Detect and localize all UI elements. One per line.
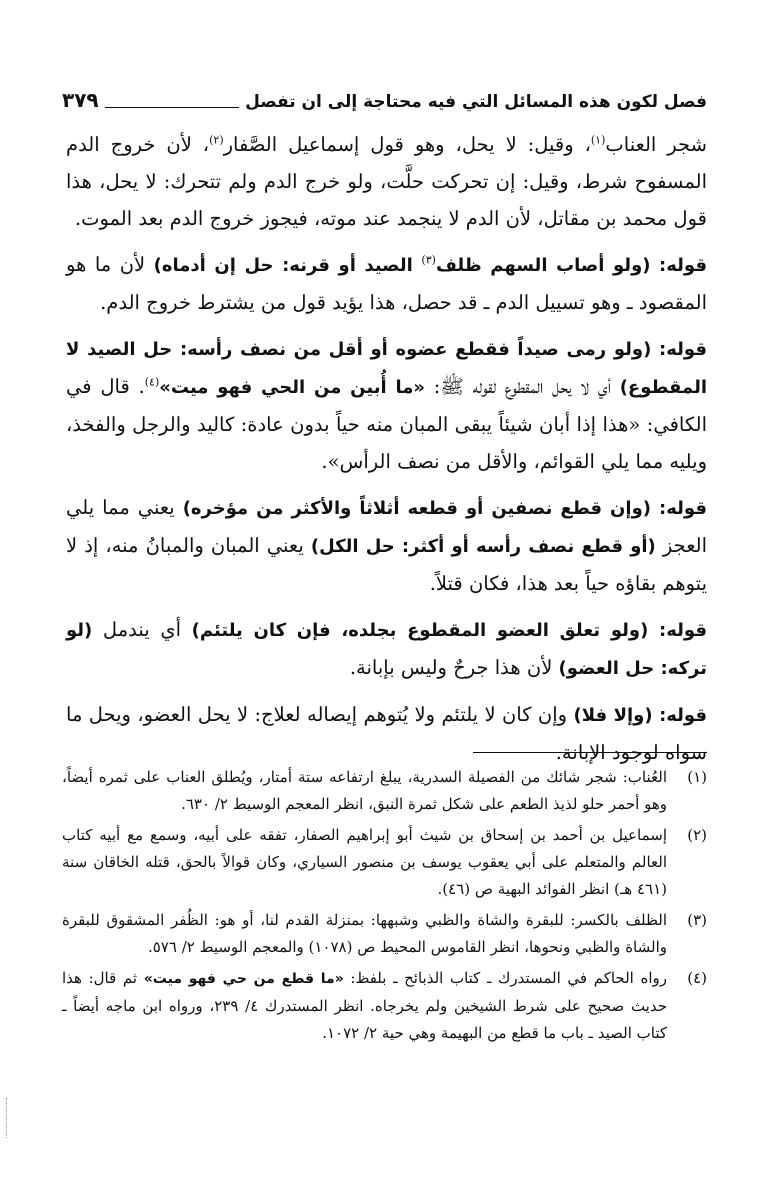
footnote-ref-3[interactable]: (٣) [421,253,436,267]
hadith-quote: «ما أُبين من الحي فهو ميت» [159,377,426,398]
matn-quote-cont: (أو قطع نصف رأسه أو أكثر: حل الكل) [310,536,656,557]
footnotes [62,764,707,1051]
margin-mark [6,1098,10,1138]
footnote-text-a: رواه الحاكم في المستدرك ـ كتاب الذبائح ـ بلفظ: [343,969,668,987]
qawl-label: قوله: [659,620,707,641]
paragraph-3 [66,330,707,480]
footnote-ref-4[interactable]: (٤) [144,375,160,389]
footnote-text: إسماعيل بن أحمد بن إسحاق بن شيث أبو إبراهيم الصفار، تفقه على أبيه، وسمع مع أبيه كتاب العالم والمتعلم على أبي يعقوب يوسف بن منصور السياري، وكان قوالاً بالحق، قتله الخاقان سنة (٤٦١ هـ) انظر الفوائد البهية ص (٤٦). [62,826,667,898]
header-title: فصل لكون هذه المسائل التي فيه محتاجة إلى ان تفصل [245,92,707,112]
footnote-separator [473,752,707,753]
paragraph-6 [66,696,707,771]
paragraph-2 [66,246,707,321]
paragraph-2-text: لأن ما هو المقصود ـ وهو تسييل الدم ـ قد حصل، هذا يؤيد قول من يشترط خروج الدم. [66,253,707,314]
paragraph-1-text-c: ، لأن خروج الدم المسفوح شرط، وقيل: إن تحركت حلَّت، ولو خرج الدم ولم تتحرك: لا يحل، هذا قول محمد بن مقاتل، لأن الدم لا ينجمد عند موته، فيجوز خروج الدم بعد الموت. [66,133,707,230]
footnote-1 [62,764,707,818]
paragraph-3-text-a: أي لا يحل المقطوع لقوله ﷺ: [425,375,620,398]
matn-quote: (وإن قطع نصفين أو قطعه أثلاثاً والأكثر من مؤخره) [182,498,660,519]
matn-quote-cont: (لو تركه: حل العضو) [66,620,707,679]
paragraph-5-text-a: أي يندمل [92,618,192,641]
running-header [62,82,707,112]
header-rule [105,107,239,108]
qawl-label: قوله: [659,705,708,726]
paragraph-4 [66,489,707,602]
footnote-number: (٤) [687,969,707,987]
matn-quote: (ولو رمى صيداً فقطع عضوه أو أقل من نصف رأسه: حل الصيد لا المقطوع) [66,339,707,398]
paragraph-6-text: وإن كان لا يلتئم ولا يُتوهم إيصاله لعلاج: لا يحل العضو، ويحل ما سواه لوجود الإبانة. [66,703,707,764]
paragraph-1 [66,126,707,237]
footnote-number: (١) [687,768,707,786]
footnote-number: (٢) [687,826,707,844]
footnote-quote: «ما قطع من حي فهو ميت» [143,971,344,987]
paragraph-4-text-a: يعني مما يلي العجز [66,496,708,557]
footnote-ref-2[interactable]: (٢) [209,133,224,147]
qawl-label: قوله: [659,339,707,360]
matn-quote: (ولو تعلق العضو المقطوع بجلده، فإن كان يلتئم) [191,620,660,641]
footnote-2 [62,822,707,903]
page-number: ٣٧٩ [62,88,99,112]
footnote-text [62,965,667,1047]
paragraph-5-text-b: لأن هذا جرحٌ وليس بإبانة. [349,656,559,679]
matn-quote-cont: الصيد أو قرنه: حل إن أدماه) [153,255,422,276]
footnote-text: العُناب: شجر شائك من الفصيلة السدرية، يبلغ ارتفاعه ستة أمتار، ويُطلق العناب على ثمره أيضاً، وهو أحمر حلو لذيذ الطعم على شكل ثمرة النبق، انظر المعجم الوسيط ٢/ ٦٣٠. [62,768,667,813]
footnote-4 [62,965,707,1047]
main-text [66,126,707,780]
paragraph-1-text-a: شجر العناب [605,133,707,156]
footnote-ref-1[interactable]: (١) [590,133,606,147]
footnote-text: الظلف بالكسر: للبقرة والشاة والظبي وشبهها: بمنزلة القدم لنا، أو هو: الظُفر المشقوق للبقرة والشاة والظبي ونحوها، انظر القاموس المحيط ص (١٠٧٨) والمعجم الوسيط ٢/ ٥٧٦. [62,911,667,956]
paragraph-1-text-b: ، وقيل: لا يحل، وهو قول إسماعيل الصَّفار [223,133,591,156]
matn-quote: (وإلا فلا) [573,705,660,726]
qawl-label: قوله: [659,255,707,276]
matn-quote: (ولو أصاب السهم ظلف [435,255,660,276]
paragraph-4-text-b: يعني المبان والمبانُ منه، إذ لا يتوهم بقاؤه حياً بعد هذا، فكان قتلاً. [66,534,707,595]
footnote-3 [62,907,707,961]
paragraph-3-text-b: . قال في الكافي: «هذا إذا أبان شيئاً يبقى المبان منه حياً بدون عادة: كاليد والرجل والفخذ، ويليه مما يلي القوائم، والأقل من نصف الرأس». [66,375,707,473]
paragraph-5 [66,611,707,687]
footnote-text-b: ثم قال: هذا حديث صحيح على شرط الشيخين ولم يخرجاه. انظر المستدرك ٤/ ٢٣٩، ورواه ابن ماجه أيضاً ـ كتاب الصيد ـ باب ما قطع من البهيمة وهي حية ٢/ ١٠٧٢. [62,969,667,1042]
footnote-number: (٣) [687,911,707,929]
qawl-label: قوله: [659,498,707,519]
